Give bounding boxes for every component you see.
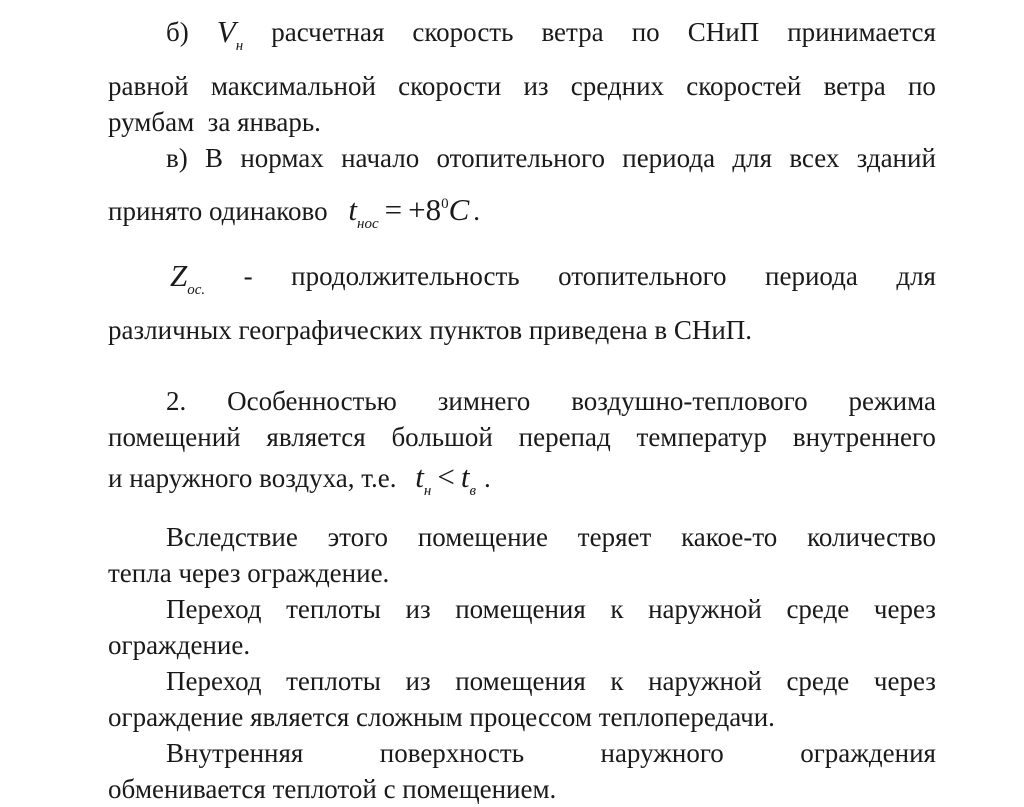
word: скорость <box>412 17 514 47</box>
p1-line1 <box>108 14 936 64</box>
p5-line2: тепла через ограждение. <box>108 558 390 588</box>
word: через <box>873 594 936 624</box>
p5-line1 <box>108 519 936 555</box>
word: равной <box>108 71 189 101</box>
word: отопительного <box>558 261 727 291</box>
word: по <box>907 71 936 101</box>
word: 2. <box>166 386 187 416</box>
word: этого <box>327 522 389 552</box>
word: скорости <box>398 71 502 101</box>
word: по <box>631 17 660 47</box>
p6-line1 <box>108 591 936 627</box>
p2-line1 <box>108 140 936 176</box>
word: периода <box>622 143 716 173</box>
word: количество <box>807 522 936 552</box>
word: отопительного <box>436 143 605 173</box>
word: теплоты <box>286 666 381 696</box>
text: принято одинаково <box>108 196 328 226</box>
word: температур <box>636 422 768 452</box>
word: начало <box>341 143 420 173</box>
p6-line2: ограждение. <box>108 630 251 660</box>
word: зимнего <box>437 386 531 416</box>
word: какое-то <box>681 522 778 552</box>
p7-line2: ограждение является сложным процессом теплопередачи. <box>108 702 775 732</box>
word: теряет <box>577 522 652 552</box>
word: помещений <box>108 422 241 452</box>
p2-line2 <box>108 182 936 246</box>
spacer <box>108 348 936 383</box>
word: Внутренняя <box>166 738 304 768</box>
word: ограждения <box>800 738 936 768</box>
word: Особенностью <box>227 386 397 416</box>
word: воздушно-теплового <box>571 386 808 416</box>
p7-line1 <box>108 663 936 699</box>
word: скоростей <box>686 71 802 101</box>
p4-line3 <box>108 455 936 513</box>
p1-line3: румбам за январь. <box>108 107 321 137</box>
word: в) <box>166 143 188 173</box>
word: к <box>610 594 624 624</box>
text: и наружного воздуха, т.е. <box>108 463 397 493</box>
formula-t-noc: $t_{нос} = +8^0C$ . <box>348 192 481 232</box>
word: помещения <box>455 594 586 624</box>
word: наружного <box>600 738 724 768</box>
word: зданий <box>856 143 936 173</box>
p8-line1 <box>108 735 936 771</box>
formula-v-n: $V_н$ <box>216 14 244 54</box>
word: СНиП <box>687 17 760 47</box>
word: для <box>732 143 773 173</box>
p1-prefix: б) <box>166 17 189 47</box>
word: помещение <box>417 522 548 552</box>
word: В <box>205 143 224 173</box>
word: принимается <box>787 17 936 47</box>
word: Переход <box>166 594 262 624</box>
word: наружной <box>648 666 762 696</box>
word: максимальной <box>210 71 376 101</box>
word: наружной <box>648 594 762 624</box>
word: из <box>405 666 431 696</box>
word: среде <box>786 666 850 696</box>
word: большой <box>391 422 493 452</box>
word: является <box>266 422 366 452</box>
p3-line2: различных географических пунктов приведена в СНиП. <box>108 315 753 345</box>
word: поверхность <box>379 738 525 768</box>
word: ветра <box>823 71 886 101</box>
word: ветра <box>541 17 604 47</box>
word: - <box>243 261 253 291</box>
word: Переход <box>166 666 262 696</box>
word: расчетная <box>271 17 385 47</box>
formula-tn-lt-tv: $t_н < t_в$ . <box>415 459 491 499</box>
p4-line2 <box>108 419 936 455</box>
p4-line1 <box>108 383 936 419</box>
p3-line1 <box>108 256 936 310</box>
word: среде <box>786 594 850 624</box>
word: средних <box>570 71 665 101</box>
word: всех <box>789 143 840 173</box>
word: из <box>523 71 549 101</box>
word: из <box>405 594 431 624</box>
document-page <box>108 14 936 807</box>
word: периода <box>765 261 858 291</box>
word: к <box>610 666 624 696</box>
p8-line2: обменивается теплотой с помещением. <box>108 774 557 804</box>
formula-z-oc: $Z_{ос.}$ <box>170 258 206 298</box>
word: нормах <box>240 143 324 173</box>
word: продолжительность <box>291 261 520 291</box>
word: для <box>896 261 936 291</box>
word: перепад <box>518 422 611 452</box>
word: Вследствие <box>166 522 298 552</box>
word: через <box>873 666 936 696</box>
word: помещения <box>455 666 586 696</box>
word: теплоты <box>286 594 381 624</box>
word: режима <box>848 386 936 416</box>
p1-line2 <box>108 68 936 104</box>
word: внутреннего <box>792 422 936 452</box>
